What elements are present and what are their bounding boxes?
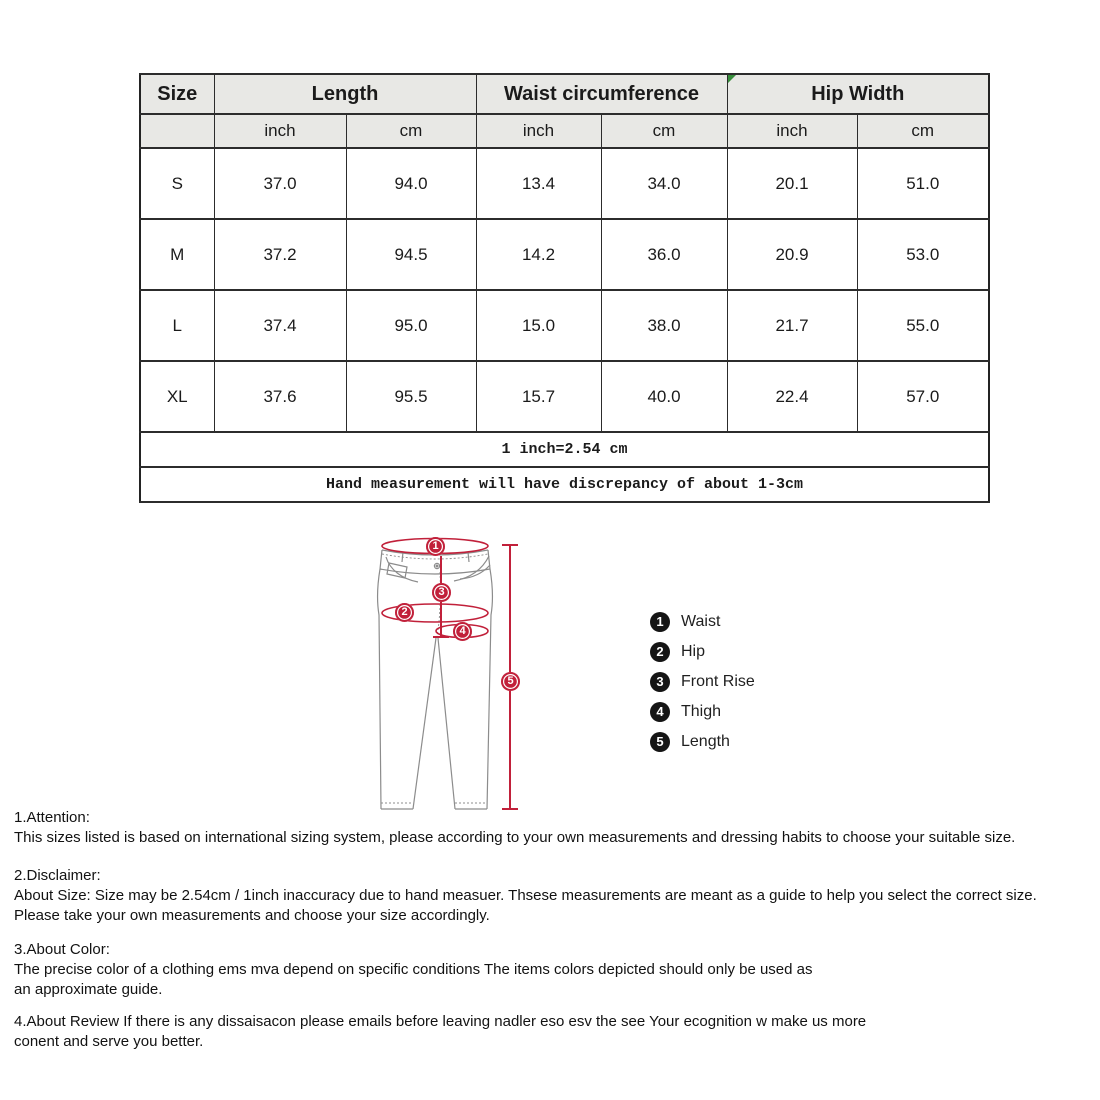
- note-line: 4.About Review If there is any dissaisacon please emails before leaving nadler eso esv the see Your ecognition w make us more: [14, 1013, 867, 1030]
- legend-label: Length: [681, 733, 730, 750]
- table-cell: 36.0: [601, 219, 727, 290]
- table-cell: 20.1: [727, 148, 857, 219]
- note-line: conent and serve you better.: [14, 1033, 204, 1050]
- legend-item-thigh: [650, 697, 755, 727]
- table-footnote-row: [140, 467, 989, 502]
- pants-measurement-diagram: [370, 525, 540, 815]
- table-cell: 94.0: [346, 148, 476, 219]
- table-cell: 14.2: [476, 219, 601, 290]
- table-footnote-row: [140, 432, 989, 467]
- table-row: [140, 148, 989, 219]
- note-attention: [14, 808, 1094, 848]
- footnote-discrepancy: Hand measurement will have discrepancy of about 1-3cm: [140, 467, 989, 502]
- measurement-lines: [382, 539, 518, 810]
- legend-item-front-rise: [650, 667, 755, 697]
- note-about-review: [14, 1012, 1094, 1052]
- marker-5-length-icon: 5: [501, 672, 520, 691]
- marker-1-waist-icon: 1: [426, 537, 445, 556]
- marker-3-front-rise-icon: 3: [432, 583, 451, 602]
- table-row: [140, 361, 989, 432]
- size-cell: S: [140, 148, 214, 219]
- note-title: 1.Attention:: [14, 809, 90, 826]
- note-title: 2.Disclaimer:: [14, 867, 101, 884]
- table-cell: 37.2: [214, 219, 346, 290]
- legend-item-hip: [650, 637, 755, 667]
- legend-2-icon: 2: [650, 642, 670, 662]
- legend-3-icon: 3: [650, 672, 670, 692]
- legend-item-waist: [650, 607, 755, 637]
- unit-cell: cm: [346, 114, 476, 148]
- header-size: Size: [140, 74, 214, 114]
- header-waist: Waist circumference: [476, 74, 727, 114]
- header-length: Length: [214, 74, 476, 114]
- table-header-row: [140, 74, 989, 114]
- table-cell: 13.4: [476, 148, 601, 219]
- size-cell: M: [140, 219, 214, 290]
- header-hip-label: Hip Width: [811, 82, 905, 105]
- legend-label: Hip: [681, 643, 706, 660]
- note-line: Please take your own measurements and choose your size accordingly.: [14, 907, 490, 924]
- table-units-row: [140, 114, 989, 148]
- legend-label: Waist: [681, 613, 721, 630]
- table-cell: 15.7: [476, 361, 601, 432]
- note-title: 3.About Color:: [14, 941, 110, 958]
- note-disclaimer: [14, 866, 1094, 926]
- note-about-color: [14, 940, 1094, 1000]
- unit-cell: inch: [727, 114, 857, 148]
- marker-2-hip-icon: 2: [395, 603, 414, 622]
- table-row: [140, 219, 989, 290]
- table-cell: 37.4: [214, 290, 346, 361]
- unit-cell: inch: [214, 114, 346, 148]
- table-row: [140, 290, 989, 361]
- table-cell: 55.0: [857, 290, 989, 361]
- table-cell: 57.0: [857, 361, 989, 432]
- note-line: The precise color of a clothing ems mva depend on specific conditions The items colors depicted should only be used as: [14, 961, 813, 978]
- table-cell: 40.0: [601, 361, 727, 432]
- table-cell: 95.0: [346, 290, 476, 361]
- unit-cell: cm: [857, 114, 989, 148]
- size-table: [139, 73, 990, 503]
- note-line: About Size: Size may be 2.54cm / 1inch inaccuracy due to hand measuer. Thsese measurements are meant as a guide to help you select the correct size.: [14, 887, 1037, 904]
- table-cell: 51.0: [857, 148, 989, 219]
- table-cell: 95.5: [346, 361, 476, 432]
- table-cell: 94.5: [346, 219, 476, 290]
- table-cell: 21.7: [727, 290, 857, 361]
- legend-item-length: [650, 727, 755, 757]
- marker-4-thigh-icon: 4: [453, 622, 472, 641]
- measurement-legend: [650, 607, 755, 757]
- footnote-conversion: 1 inch=2.54 cm: [140, 432, 989, 467]
- size-cell: L: [140, 290, 214, 361]
- note-line: an approximate guide.: [14, 981, 163, 998]
- table-cell: 38.0: [601, 290, 727, 361]
- empty-header-cell: [140, 114, 214, 148]
- legend-1-icon: 1: [650, 612, 670, 632]
- table-cell: 34.0: [601, 148, 727, 219]
- legend-5-icon: 5: [650, 732, 670, 752]
- table-cell: 20.9: [727, 219, 857, 290]
- table-cell: 37.0: [214, 148, 346, 219]
- cell-flag-triangle-icon: [728, 75, 736, 83]
- table-cell: 53.0: [857, 219, 989, 290]
- table-cell: 37.6: [214, 361, 346, 432]
- legend-label: Front Rise: [681, 673, 755, 690]
- table-cell: 15.0: [476, 290, 601, 361]
- table-cell: 22.4: [727, 361, 857, 432]
- unit-cell: cm: [601, 114, 727, 148]
- legend-label: Thigh: [681, 703, 722, 720]
- unit-cell: inch: [476, 114, 601, 148]
- legend-4-icon: 4: [650, 702, 670, 722]
- size-cell: XL: [140, 361, 214, 432]
- note-line: This sizes listed is based on international sizing system, please according to your own measurements and dressing habits to choose your suitable size.: [14, 829, 1016, 846]
- header-hip: [727, 74, 989, 114]
